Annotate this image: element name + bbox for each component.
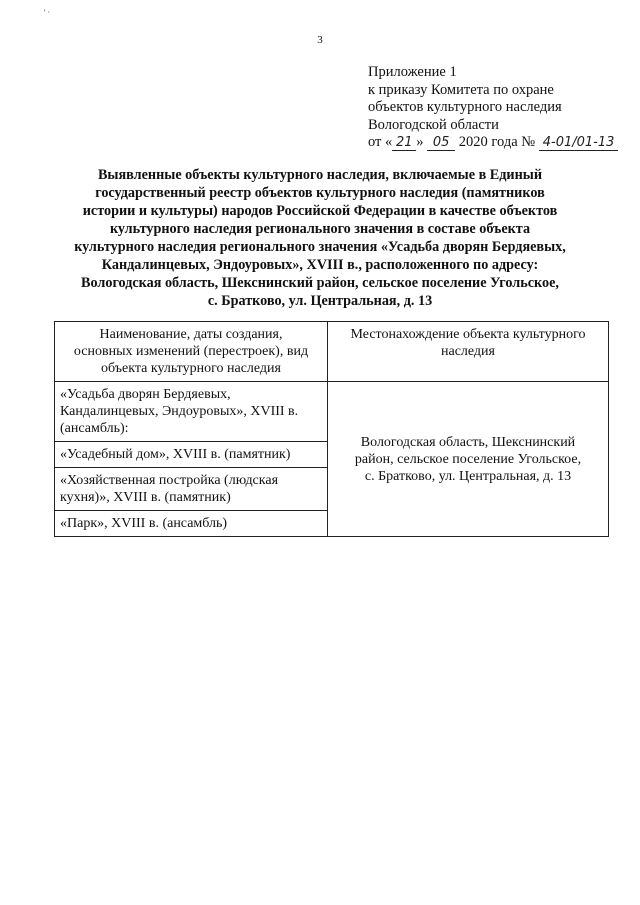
- table-row: [55, 382, 609, 442]
- title-line: с. Братково, ул. Центральная, д. 13: [207, 293, 433, 309]
- cell-text: Вологодская область, Шекснинский: [360, 434, 576, 450]
- object-name-cell: [55, 442, 328, 468]
- object-location-cell: [328, 382, 609, 537]
- cell-text: с. Братково, ул. Центральная, д. 13: [364, 468, 572, 484]
- date-mid: »: [416, 134, 424, 150]
- appendix-block: [368, 64, 628, 152]
- document-title: [40, 166, 600, 310]
- title-line: культурного наследия регионального значения «Усадьба дворян Бердяевых,: [74, 239, 566, 255]
- cell-text: «Хозяйственная постройка (людская: [60, 473, 279, 488]
- cell-text: «Парк», XVIII в. (ансамбль): [60, 516, 228, 531]
- object-name-cell: [55, 511, 328, 537]
- header-text: наследия: [441, 344, 495, 359]
- object-name-cell: [55, 382, 328, 442]
- title-line: Кандалинцевых, Эндоуровых», XVIII в., расположенного по адресу:: [101, 257, 539, 273]
- handwritten-month: 05: [427, 136, 455, 151]
- table-header-row: [55, 322, 609, 382]
- objects-table: [54, 321, 609, 537]
- title-line: государственный реестр объектов культурного наследия (памятников: [95, 185, 545, 201]
- header-text: Наименование, даты создания,: [99, 327, 283, 342]
- title-line: истории и культуры) народов Российской Федерации в качестве объектов: [82, 203, 558, 219]
- appendix-line: к приказу Комитета по охране: [368, 81, 554, 98]
- date-year: 2020 года №: [458, 134, 536, 150]
- date-prefix: от «: [368, 134, 393, 150]
- header-name-cell: [55, 322, 328, 382]
- cell-text: «Усадебный дом», XVIII в. (памятник): [60, 447, 291, 462]
- cell-text: район, сельское поселение Угольское,: [354, 451, 582, 467]
- title-line: культурного наследия регионального значения в составе объекта: [109, 221, 531, 237]
- scan-mark: ' ·: [44, 8, 51, 17]
- object-name-cell: [55, 468, 328, 511]
- page-number: 3: [317, 34, 323, 46]
- header-location-cell: [328, 322, 609, 382]
- handwritten-order-number: 4-01/01-13: [539, 136, 619, 151]
- appendix-date-line: [368, 134, 628, 152]
- cell-text: Кандалинцевых, Эндоуровых», XVIII в.: [60, 404, 299, 419]
- appendix-line: объектов культурного наследия: [368, 99, 562, 115]
- title-line: Вологодская область, Шекснинский район, сельское поселение Угольское,: [81, 275, 559, 291]
- header-text: основных изменений (перестроек), вид: [73, 344, 309, 359]
- title-line: Выявленные объекты культурного наследия, включаемые в Единый: [97, 167, 543, 183]
- handwritten-day: 21: [392, 136, 416, 151]
- cell-text: (ансамбль):: [60, 421, 129, 436]
- header-text: Местонахождение объекта культурного: [350, 327, 586, 342]
- appendix-line: Вологодской области: [368, 116, 499, 133]
- cell-text: кухня)», XVIII в. (памятник): [60, 490, 231, 505]
- appendix-title: Приложение 1: [368, 64, 457, 80]
- header-text: объекта культурного наследия: [101, 361, 281, 376]
- cell-text: «Усадьба дворян Бердяевых,: [60, 387, 231, 402]
